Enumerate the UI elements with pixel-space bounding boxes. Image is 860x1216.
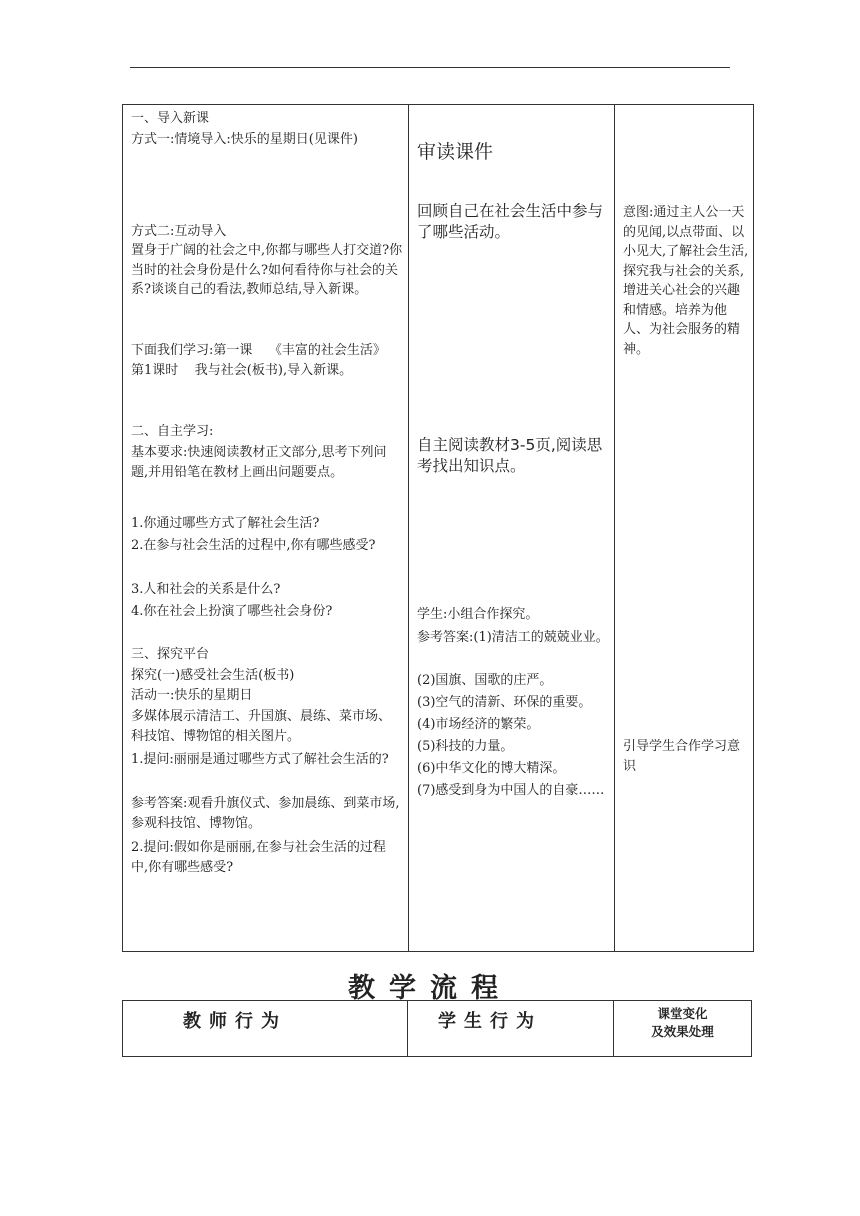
header-rule [130, 67, 730, 68]
reference-answer-1: 参考答案:观看升旗仪式、参加晨练、到菜市场,参观科技馆、博物馆。 [131, 796, 400, 831]
answer-5: (5)科技的力量。 [417, 739, 514, 754]
activity-one: 活动一:快乐的星期日 [131, 688, 253, 703]
student-header-cell [408, 1001, 614, 1056]
answer-3: (3)空气的清新、环保的重要。 [417, 695, 592, 710]
teaching-flow-title: 教学流程 [348, 973, 512, 1004]
teacher-column [123, 105, 409, 951]
answer-2: (2)国旗、国歌的庄严。 [417, 673, 553, 688]
student-column [409, 105, 615, 951]
read-textbook: 自主阅读教材3-5页,阅读思考找出知识点。 [417, 436, 603, 475]
group-explore: 学生:小组合作探究。 [417, 607, 539, 622]
answer-7: (7)感受到身为中国人的自豪…… [417, 783, 605, 798]
recall-activities: 回顾自己在社会生活中参与了哪些活动。 [417, 202, 604, 241]
flow-header-table [122, 1000, 752, 1057]
teacher-header-cell [123, 1001, 408, 1056]
explore-heading: 三、探究平台 [131, 647, 210, 662]
answer-6: (6)中华文化的博大精深。 [417, 761, 566, 776]
intent-text: 意图:通过主人公一天的见闻,以点带面、以小见大,了解社会生活,探究我与社会的关系,增进关心社会的兴趣和情感。培养为他人、为社会服务的精神。 [623, 205, 749, 357]
student-header: 学生行为 [438, 1011, 542, 1032]
effect-column [615, 105, 753, 951]
effect-header: 课堂变化 及效果处理 [651, 1006, 714, 1039]
lesson-intro: 下面我们学习:第一课 《丰富的社会生活》 第1课时 我与社会(板书),导入新课。 [131, 343, 403, 378]
lesson-table [122, 104, 754, 952]
multimedia-text: 多媒体展示清洁工、升国旗、晨练、菜市场、科技馆、博物馆的相关图片。 [131, 709, 392, 744]
review-courseware: 审读课件 [417, 141, 494, 163]
question-3: 3.人和社会的关系是什么? [131, 582, 281, 597]
prompt-question-2: 2.提问:假如你是丽丽,在参与社会生活的过程中,你有哪些感受? [131, 840, 386, 875]
prompt-question-1: 1.提问:丽丽是通过哪些方式了解社会生活的? [131, 752, 389, 767]
effect-header-cell [614, 1001, 751, 1056]
intro-heading: 一、导入新课 [131, 111, 210, 126]
teacher-header: 教师行为 [183, 1011, 287, 1032]
question-4: 4.你在社会上扮演了哪些社会身份? [131, 604, 333, 619]
answer-4: (4)市场经济的繁荣。 [417, 717, 540, 732]
self-study-requirement: 基本要求:快速阅读教材正文部分,思考下列问题,并用铅笔在教材上画出问题要点。 [131, 445, 387, 480]
method-two-title: 方式二:互动导入 [131, 224, 227, 239]
answer-1: 参考答案:(1)清洁工的兢兢业业。 [417, 630, 609, 645]
method-one: 方式一:情境导入:快乐的星期日(见课件) [131, 132, 358, 147]
question-2: 2.在参与社会生活的过程中,你有哪些感受? [131, 538, 376, 553]
question-1: 1.你通过哪些方式了解社会生活? [131, 516, 320, 531]
method-two-body: 置身于广阔的社会之中,你都与哪些人打交道?你当时的社会身份是什么?如何看待你与社会的关系?谈谈自己的看法,教师总结,导入新课。 [131, 243, 403, 297]
self-study-heading: 二、自主学习: [131, 424, 214, 439]
explore-sub: 探究(一)感受社会生活(板书) [131, 668, 295, 683]
guide-text: 引导学生合作学习意识 [623, 739, 741, 774]
